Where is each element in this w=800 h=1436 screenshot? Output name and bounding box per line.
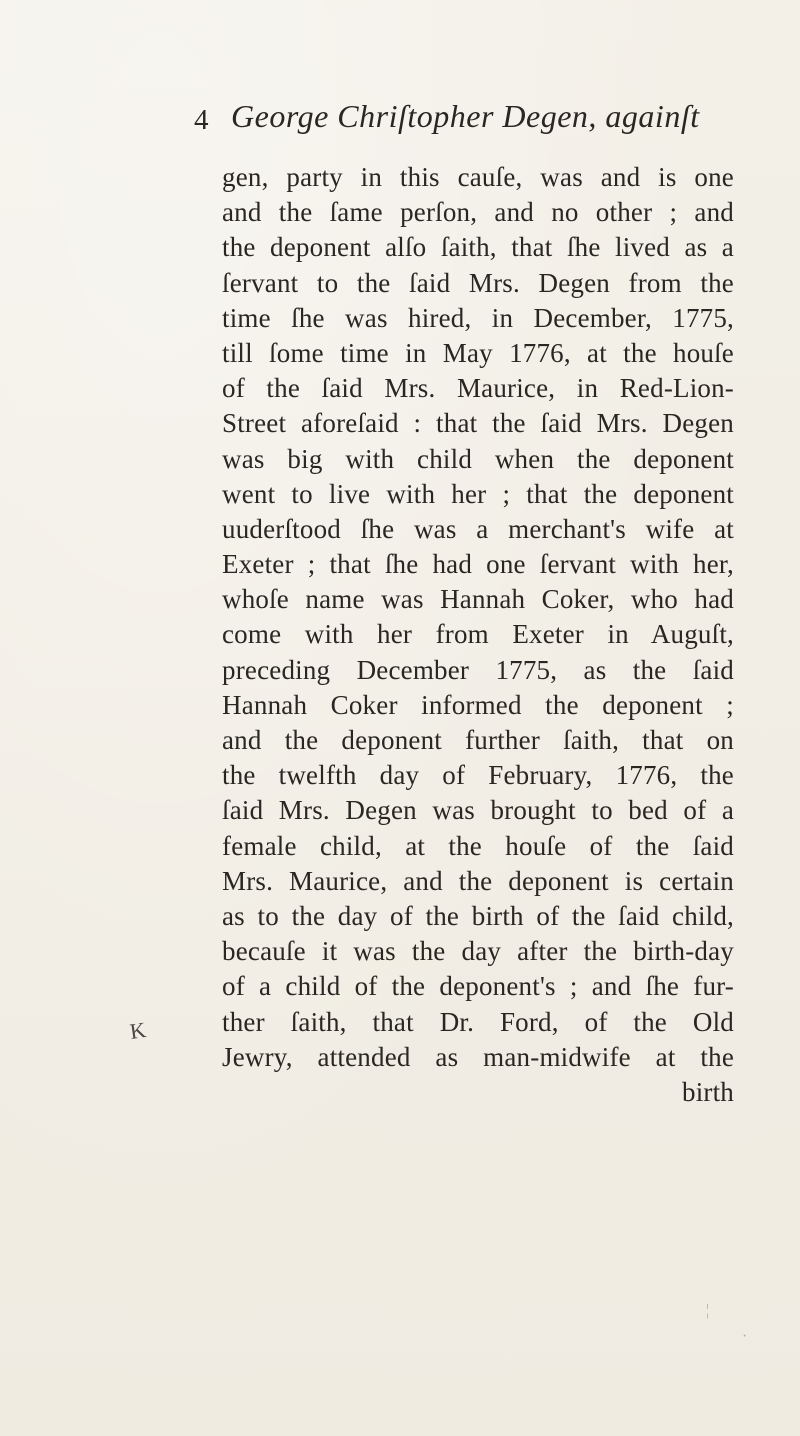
text-line: as to the day of the birth of the ſaid child,	[222, 900, 734, 931]
text-line: becauſe it was the day after the birth-day	[222, 936, 734, 967]
text-line: of a child of the deponent's ; and ſhe fur-	[222, 971, 734, 1002]
text-line: was big with child when the deponent	[222, 443, 734, 474]
text-line: female child, at the houſe of the ſaid	[222, 830, 734, 861]
text-line: went to live with her ; that the deponent	[222, 478, 734, 509]
text-line: come with her from Exeter in Auguſt,	[222, 619, 734, 650]
text-line: Hannah Coker informed the deponent ;	[222, 689, 734, 720]
text-line: and the ſame perſon, and no other ; and	[222, 197, 734, 228]
text-line: till ſome time in May 1776, at the houſe	[222, 337, 734, 368]
text-line: and the deponent further ſaith, that on	[222, 725, 734, 755]
paper-speck: ¦	[706, 1302, 710, 1319]
text-line: Mrs. Maurice, and the deponent is certain	[222, 865, 734, 896]
text-line: whoſe name was Hannah Coker, who had	[222, 584, 734, 615]
catchword: birth	[682, 1076, 734, 1107]
text-line: time ſhe was hired, in December, 1775,	[222, 302, 734, 333]
text-line: of the ſaid Mrs. Maurice, in Red-Lion-	[222, 373, 734, 404]
running-title: George Chriſtopher Degen, againſt	[231, 98, 700, 134]
text-line: Jewry, attended as man-midwife at the	[222, 1041, 734, 1072]
text-line: ſaid Mrs. Degen was brought to bed of a	[222, 795, 734, 826]
text-line: Exeter ; that ſhe had one ſervant with her,	[222, 549, 734, 580]
text-line: ſervant to the ſaid Mrs. Degen from the	[222, 267, 734, 298]
body-text	[222, 160, 734, 1110]
text-line: ther ſaith, that Dr. Ford, of the Old	[222, 1006, 734, 1037]
paper-speck: ·	[742, 1328, 748, 1345]
text-line: the deponent alſo ſaith, that ſhe lived as a	[222, 232, 734, 263]
text-line: gen, party in this cauſe, was and is one	[222, 162, 734, 192]
page-number: 4	[194, 104, 209, 136]
text-line: uuderſtood ſhe was a merchant's wife at	[222, 513, 734, 544]
text-line: Street aforeſaid : that the ſaid Mrs. Degen	[222, 408, 734, 439]
margin-mark: K	[128, 1017, 148, 1044]
text-line: preceding December 1775, as the ſaid	[222, 654, 734, 685]
text-line: the twelfth day of February, 1776, the	[222, 760, 734, 791]
